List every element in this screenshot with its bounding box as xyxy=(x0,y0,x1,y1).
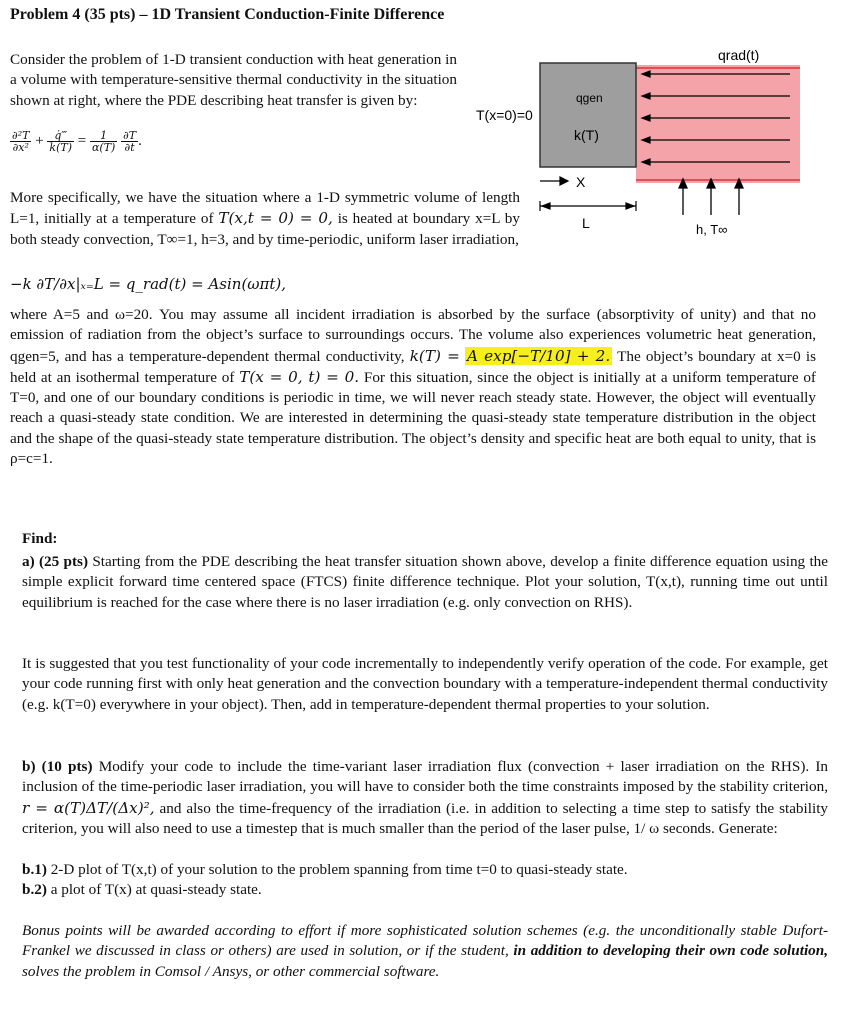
pde-term4: $\frac{\partial T}{\partial t}$ xyxy=(123,129,137,154)
conductivity-highlight: A exp[−T/10] + 2. xyxy=(466,346,611,365)
boundary-condition-equation: −k ∂T/∂x|ₓ₌L = q_rad(t) = Asin(ωπt), xyxy=(10,275,287,293)
solid-block xyxy=(540,63,636,167)
specifics-continuation: where A=5 and ω=20. You may assume all incident irradiation is absorbed by the surface (absorptivity of unity) and that no emission of radiation from the object’s surface to surroundings occurs. The volume also experiences volumetric heat generation, qgen=5, and has a temperature-dependent thermal conductivity, k(T) = A exp[−T/10] + 2. The object’s boundary at x=0 is held at an isothermal temperature of T(x = 0, t) = 0. For this situation, since the object is initially at a uniform temperature of T=0, and one of our boundary conditions is periodic in time, we will never reach steady state. However, the object will eventually reach a quasi-steady state condition. We are interested in determining the quasi-steady state temperature distribution in the object and the shape of the quasi-steady state temperature distribution. The object’s density and specific heat are both equal to unity, that is ρ=c=1. xyxy=(10,306,816,468)
bonus-paragraph: Bonus points will be awarded according to effort if more sophisticated solution schemes (e.g. the unconditionally stable Dufort-Frankel we discussed in class or others) are used in solution, or if the student, in addition to developing their own code solution, solves the problem in Comsol / Ansys, or other commercial software. xyxy=(22,922,828,980)
length-label: L xyxy=(582,215,590,231)
pde-term2: $\frac{q̇‴}{k(T)}$ xyxy=(49,129,72,154)
find-heading: Find: xyxy=(22,530,58,547)
intro-paragraph: Consider the problem of 1-D transient conduction with heat generation in a volume with temperature-sensitive thermal conductivity in the situation shown at right, where the PDE describing heat transfer is given by: xyxy=(10,51,457,109)
bc-left-label: T(x=0)=0 xyxy=(476,107,533,123)
pde-equation: $\frac{\text{∂²T}}{\text{∂x²}}$ + $\frac{q̇‴}{k(T)}$ = $\frac{1}{\alpha(T)}$ $\frac{\partial T}{\partial t}$ . xyxy=(12,129,142,154)
suggestion-paragraph: It is suggested that you test functionality of your code incrementally to independently verify operation of the code. For example, get your code running first with only heat generation and the convection boundary with a temperature-independent thermal conductivity (e.g. k(T=0) everywhere in your object). Then, add in temperature-dependent thermal properties to your solution. xyxy=(22,655,828,713)
part-b: b) (10 pts) Modify your code to include the time-variant laser irradiation flux (convection + laser irradiation on the RHS). In inclusion of the time-periodic laser irradiation, you will have to consider both the time constraints imposed by the stability criterion, r = α(T)ΔT/(Δx)², and also the time-frequency of the irradiation (i.e. in addition to selecting a time step to satisfy the stability criterion, you will also need to use a timestep that is much smaller than the period of the laser pulse, 1/ ω seconds. Generate: xyxy=(22,758,829,837)
irradiation-region xyxy=(636,65,800,183)
part-b2: b.2) a plot of T(x) at quasi-steady state. xyxy=(22,881,262,898)
part-a: a) (25 pts) Starting from the PDE describing the heat transfer situation shown above, develop a finite difference equation using the simple explicit forward time centered space (FTCS) finite difference technique. Plot your solution, T(x,t), running time out until equilibrium is reached for the case where there is no laser irradiation (e.g. only convection on RHS). xyxy=(22,553,829,611)
qgen-label: qgen xyxy=(576,91,603,105)
convection-arrows xyxy=(679,179,743,215)
specifics-paragraph: More specifically, we have the situation where a 1-D symmetric volume of length L=1, initially at a temperature of T(x,t = 0) = 0, is heated at boundary x=L by both steady convection, T∞=1, h=3, and by time-periodic, uniform laser irradiation, xyxy=(10,189,520,248)
kt-label: k(T) xyxy=(574,127,599,143)
problem-title: Problem 4 (35 pts) – 1D Transient Conduction-Finite Difference xyxy=(10,6,445,23)
conduction-diagram xyxy=(470,40,810,240)
x-axis-label: X xyxy=(576,174,586,190)
qrad-label: qrad(t) xyxy=(718,47,760,63)
part-b1: b.1) 2-D plot of T(x,t) of your solution to the problem spanning from time t=0 to quasi-steady state. xyxy=(22,861,628,878)
pde-term1: $\frac{\text{∂²T}}{\text{∂x²}}$ xyxy=(12,129,30,154)
length-dimension xyxy=(540,201,636,211)
x-axis-arrow xyxy=(540,177,568,185)
pde-term3: $\frac{1}{\alpha(T)}$ xyxy=(91,129,116,154)
convection-label: h, T∞ xyxy=(696,222,728,237)
